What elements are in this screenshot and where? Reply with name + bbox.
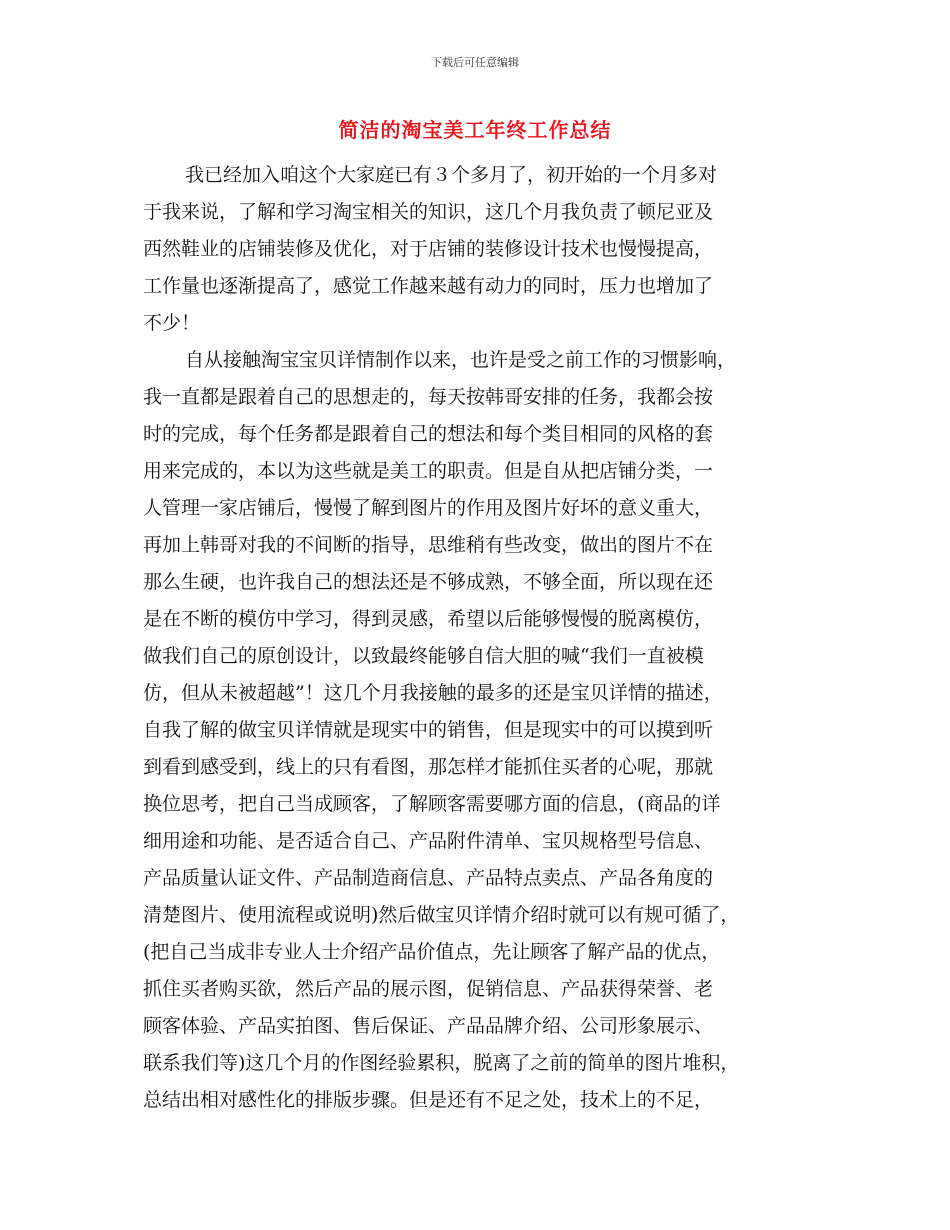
body-line: 细用途和功能、是否适合自己、产品附件清单、宝贝规格型号信息、 [143, 830, 714, 852]
body-line: 人管理一家店铺后，慢慢了解到图片的作用及图片好坏的意义重大， [143, 497, 714, 519]
body-line: 总结出相对感性化的排版步骤。但是还有不足之处，技术上的不足， [143, 1089, 714, 1111]
body-line: 顾客体验、产品实拍图、售后保证、产品品牌介绍、公司形象展示、 [143, 1015, 714, 1037]
body-line: 用来完成的，本以为这些就是美工的职责。但是自从把店铺分类，一 [143, 460, 714, 482]
body-line: 时的完成，每个任务都是跟着自己的想法和每个类目相同的风格的套 [143, 423, 714, 445]
body-line: 不少！ [143, 312, 201, 334]
body-line: 产品质量认证文件、产品制造商信息、产品特点卖点、产品各角度的 [143, 867, 714, 889]
body-line: 那么生硬，也许我自己的想法还是不够成熟，不够全面，所以现在还 [143, 571, 714, 593]
body-line: 清楚图片、使用流程或说明)然后做宝贝详情介绍时就可以有规可循了， [143, 904, 740, 926]
body-line: 做我们自己的原创设计，以致最终能够自信大胆的喊“我们一直被模 [143, 645, 704, 667]
body-line: 自从接触淘宝宝贝详情制作以来，也许是受之前工作的习惯影响， [185, 349, 737, 371]
body-line: 是在不断的模仿中学习，得到灵感，希望以后能够慢慢的脱离模仿， [143, 608, 714, 630]
header-note: 下载后可任意编辑 [431, 56, 519, 69]
body-line: 西然鞋业的店铺装修及优化，对于店铺的装修设计技术也慢慢提高， [143, 238, 714, 260]
body-line: 抓住买者购买欲，然后产品的展示图，促销信息、产品获得荣誉、老 [143, 978, 714, 1000]
body-line: 再加上韩哥对我的不间断的指导，思维稍有些改变，做出的图片不在 [143, 534, 714, 556]
body-line: (把自己当成非专业人士介绍产品价值点，先让顾客了解产品的优点， [143, 941, 721, 963]
body-line: 自我了解的做宝贝详情就是现实中的销售，但是现实中的可以摸到听 [143, 719, 714, 741]
body-line: 我一直都是跟着自己的思想走的，每天按韩哥安排的任务，我都会按 [143, 386, 714, 408]
body-line: 于我来说，了解和学习淘宝相关的知识，这几个月我负责了顿尼亚及 [143, 201, 714, 223]
body-line: 到看到感受到，线上的只有看图，那怎样才能抓住买者的心呢，那就 [143, 756, 714, 778]
document-title: 简洁的淘宝美工年终工作总结 [338, 118, 612, 142]
body-line: 仿，但从未被超越”！这几个月我接触的最多的还是宝贝详情的描述， [143, 682, 723, 704]
body-line: 我已经加入咱这个大家庭已有３个多月了，初开始的一个月多对 [185, 164, 718, 186]
body-line: 联系我们等)这几个月的作图经验累积，脱离了之前的简单的图片堆积， [143, 1052, 740, 1074]
body-line: 换位思考，把自己当成顾客，了解顾客需要哪方面的信息，(商品的详 [143, 793, 721, 815]
body-line: 工作量也逐渐提高了，感觉工作越来越有动力的同时，压力也增加了 [143, 275, 714, 297]
